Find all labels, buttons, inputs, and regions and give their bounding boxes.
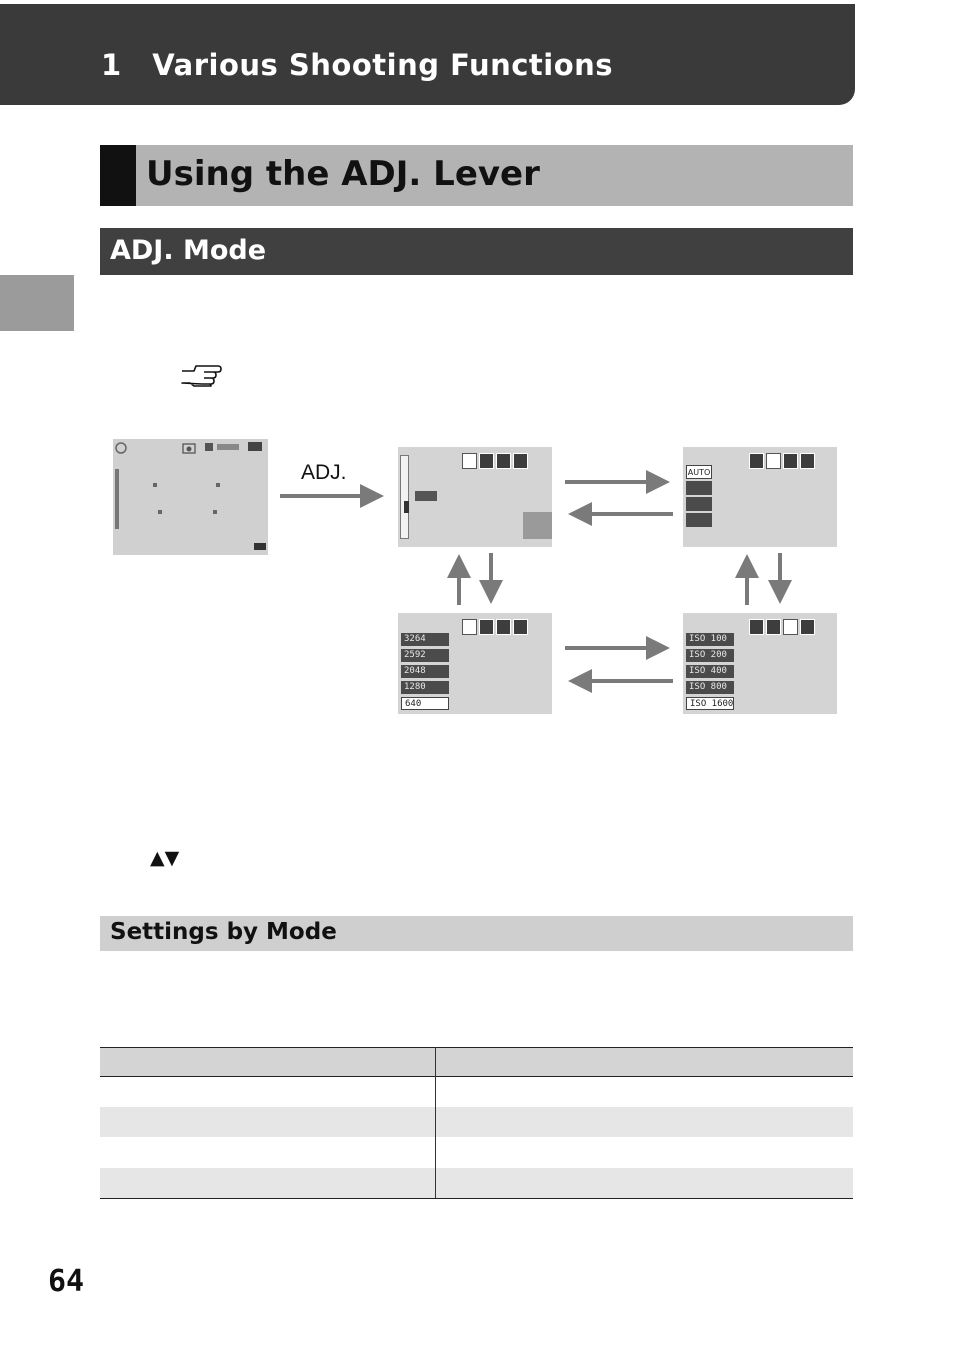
- size-option: 1280: [401, 681, 449, 694]
- quality-icon: [800, 453, 815, 469]
- adj-icon-row: [749, 619, 815, 635]
- iso-option: ISO 100: [686, 633, 734, 646]
- shooting-screen-graphic: [113, 439, 268, 555]
- chapter-title-text: Various Shooting Functions: [152, 48, 614, 82]
- wb-icon: [766, 619, 781, 635]
- size-option: 3264: [401, 633, 449, 646]
- wb-option-bulb: [686, 513, 712, 527]
- iso-icon: [783, 619, 798, 635]
- exposure-icon: [462, 453, 477, 469]
- settings-heading-bar: [100, 916, 853, 951]
- wb-menu: [686, 465, 712, 527]
- adj-label: ADJ.: [301, 461, 347, 484]
- table-column-divider: [435, 1047, 436, 1199]
- section-title: Using the ADJ. Lever: [146, 154, 540, 194]
- size-menu: [401, 633, 449, 710]
- chapter-side-tab: [0, 275, 74, 331]
- subsection-heading-bar: [100, 228, 853, 275]
- table-row: [100, 1077, 853, 1107]
- table-bottom-rule: [100, 1198, 853, 1199]
- exposure-icon: [462, 619, 477, 635]
- exposure-icon: [749, 453, 764, 469]
- iso-menu: [686, 633, 734, 710]
- iso-icon: [496, 619, 511, 635]
- page-number: 64: [48, 1264, 85, 1299]
- wb-icon: [479, 453, 494, 469]
- exposure-scale: [400, 455, 409, 539]
- section-marker: [100, 145, 136, 206]
- wb-option-sun: [686, 481, 712, 495]
- quality-icon: [513, 453, 528, 469]
- settings-table: [100, 1047, 853, 1199]
- exposure-value-indicator: [415, 491, 437, 501]
- size-option-selected: 640: [401, 697, 449, 710]
- exposure-scale-thumb: [404, 501, 409, 513]
- adj-icon-row: [462, 619, 528, 635]
- camera-screen-size: [398, 613, 552, 714]
- size-option: 2592: [401, 649, 449, 662]
- adj-icon-row: [749, 453, 815, 469]
- chapter-title: [101, 48, 613, 82]
- exposure-preview-block: [523, 512, 552, 539]
- iso-icon: [783, 453, 798, 469]
- chapter-number: 1: [101, 48, 122, 82]
- camera-screen-initial: [113, 439, 268, 555]
- table-row: [100, 1137, 853, 1167]
- table-row: [100, 1168, 853, 1198]
- exposure-icon: [749, 619, 764, 635]
- section-heading-bar: [100, 145, 853, 206]
- table-row: [100, 1107, 853, 1137]
- iso-icon: [496, 453, 511, 469]
- size-option: 2048: [401, 665, 449, 678]
- camera-screen-wb: [683, 447, 837, 547]
- pointing-hand-icon: [180, 362, 222, 388]
- camera-screen-exposure: [398, 447, 552, 547]
- subsection-title: ADJ. Mode: [110, 235, 267, 266]
- table-header: [100, 1047, 853, 1077]
- up-down-arrows-icon: ▲▼: [150, 847, 180, 869]
- wb-icon: [766, 453, 781, 469]
- wb-icon: [479, 619, 494, 635]
- iso-option: ISO 400: [686, 665, 734, 678]
- quality-icon: [513, 619, 528, 635]
- iso-option-selected: ISO 1600: [686, 697, 734, 710]
- quality-icon: [800, 619, 815, 635]
- iso-option: ISO 200: [686, 649, 734, 662]
- wb-option-auto: AUTO: [686, 465, 712, 479]
- settings-title: Settings by Mode: [110, 919, 337, 945]
- iso-option: ISO 800: [686, 681, 734, 694]
- wb-option-cloud: [686, 497, 712, 511]
- camera-screen-iso: [683, 613, 837, 714]
- adj-icon-row: [462, 453, 528, 469]
